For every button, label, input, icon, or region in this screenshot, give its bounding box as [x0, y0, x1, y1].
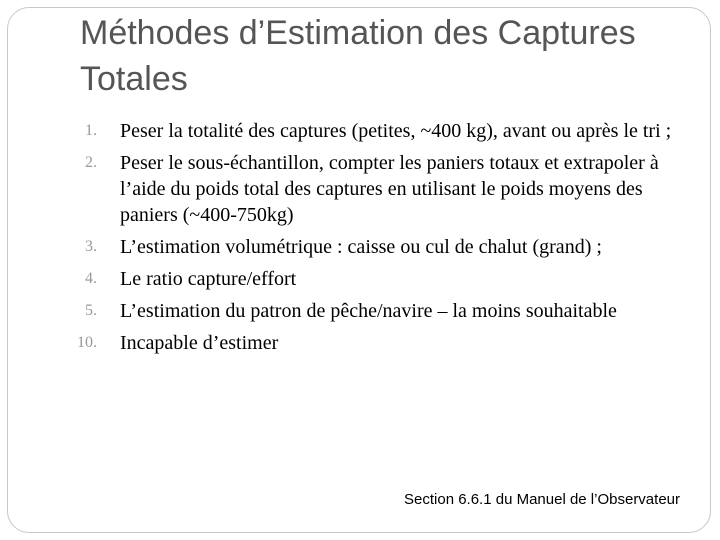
slide-title: Méthodes d’Estimation des Captures Totales	[80, 14, 636, 98]
item-number: 3.	[85, 238, 97, 255]
item-text: Peser la totalité des captures (petites, ~400 kg), avant ou après le tri ;	[120, 120, 672, 142]
method-list	[0, 118, 720, 356]
item-number: 5.	[85, 302, 97, 319]
item-number: 4.	[85, 270, 97, 287]
item-text: L’estimation volumétrique : caisse ou cul de chalut (grand) ;	[120, 236, 602, 258]
item-number: 2.	[85, 154, 97, 171]
list-item	[0, 266, 680, 292]
item-number: 1.	[85, 122, 97, 139]
item-text: Incapable d’estimer	[120, 332, 279, 354]
item-text: L’estimation du patron de pêche/navire – la moins souhaitable	[120, 300, 617, 322]
item-number: 10.	[77, 334, 97, 351]
list-item	[0, 298, 680, 324]
list-item	[0, 118, 680, 144]
list-item	[0, 330, 680, 356]
list-item	[0, 150, 680, 228]
source-reference: Section 6.6.1 du Manuel de l’Observateur	[404, 491, 680, 508]
list-item	[0, 234, 680, 260]
item-text: Peser le sous-échantillon, compter les paniers totaux et extrapoler à l’aide du poids total des captures en utilisant le poids moyens des paniers (~400-750kg)	[120, 152, 659, 226]
item-text: Le ratio capture/effort	[120, 268, 297, 290]
